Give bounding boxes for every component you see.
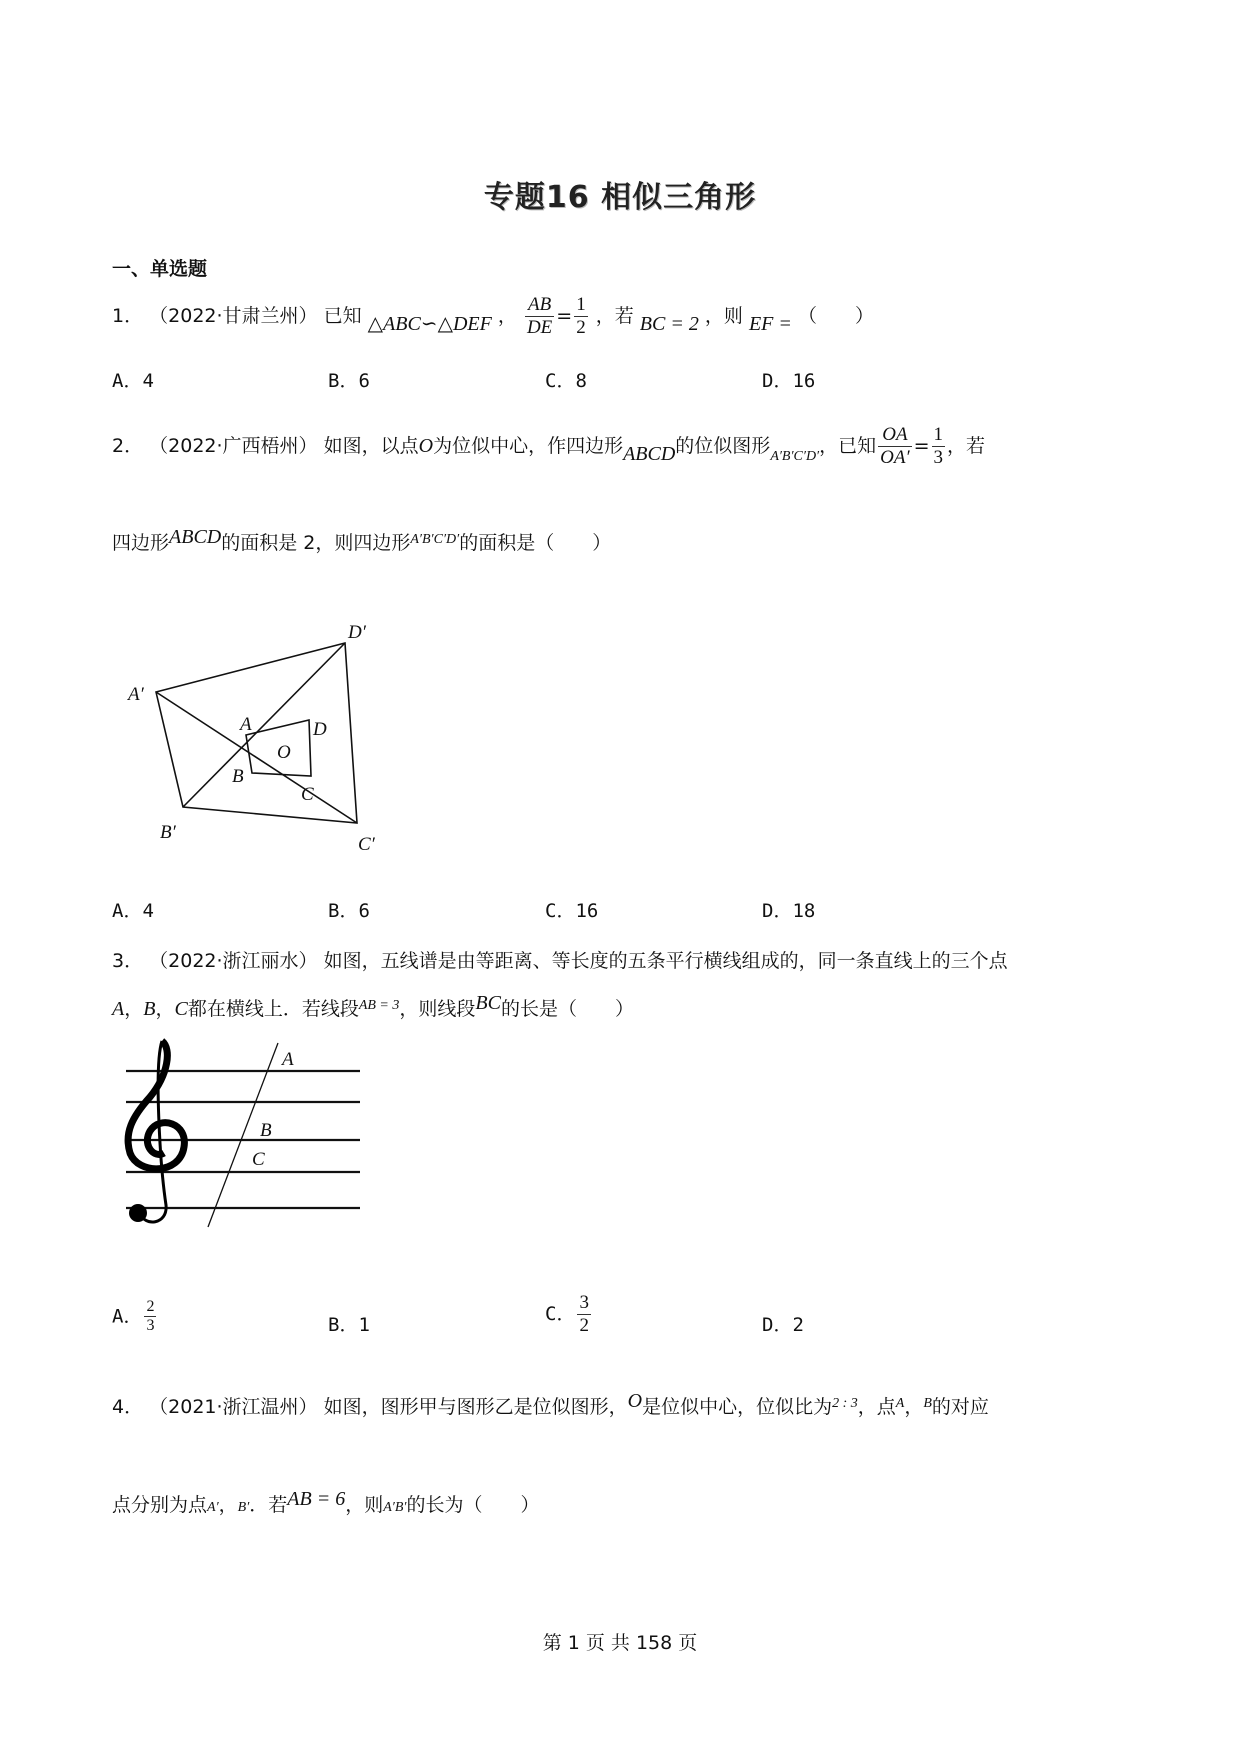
fraction <box>878 424 911 469</box>
label-c-prime: C′ <box>358 834 375 855</box>
question-text: ，则线段 <box>399 998 476 1020</box>
label-c: C <box>301 784 314 805</box>
option-c[interactable] <box>545 896 598 923</box>
numerator: 2 <box>144 1298 156 1317</box>
fraction <box>144 1298 156 1336</box>
fraction <box>574 294 588 339</box>
math-expression: BC <box>475 992 501 1014</box>
section-heading: 一、单选题 <box>112 258 208 280</box>
question-text: 为位似中心，作四边形 <box>433 434 624 457</box>
question-text: ，若 <box>595 304 634 327</box>
math-expression: ABCD <box>623 442 676 465</box>
math-expression: 2 : 3 <box>832 1396 858 1411</box>
math-expression: O <box>627 1390 643 1412</box>
question-text: 如图，五线谱是由等距离、等长度的五条平行横线组成的，同一条直线上的三个点 <box>323 950 1008 972</box>
question-text: ， <box>904 1396 924 1418</box>
page-footer: 第 1 页 共 158 页 <box>542 1632 698 1654</box>
equals-sign: = <box>913 434 930 457</box>
question-text: 的面积是（ ） <box>459 532 612 554</box>
figure-lines <box>156 643 357 823</box>
option-label: B． <box>328 1314 359 1336</box>
fraction <box>577 1292 591 1337</box>
question-source: （2021·浙江温州） <box>149 1396 318 1418</box>
label-b-prime: B′ <box>160 822 176 843</box>
math-expression: AB = 3 <box>358 998 400 1013</box>
option-d[interactable] <box>762 1310 804 1337</box>
numerator: OA <box>878 424 911 447</box>
numerator: 1 <box>576 294 586 315</box>
question-source: （2022·浙江丽水） <box>149 950 318 972</box>
question-text: ，点 <box>857 1396 896 1418</box>
label-d: D <box>313 719 327 740</box>
option-label: B． <box>328 900 359 922</box>
question-text: ，则 <box>704 304 743 327</box>
denominator: 3 <box>933 446 944 468</box>
question-text: 都在横线上．若线段 <box>187 998 359 1020</box>
fraction <box>525 294 554 339</box>
option-a[interactable] <box>112 366 154 393</box>
label-b: B <box>260 1120 272 1141</box>
denominator: 2 <box>579 1314 589 1336</box>
question-4 <box>112 1392 989 1419</box>
question-text: 已知 <box>323 304 362 327</box>
math-expression: A′ <box>207 1500 219 1515</box>
question-text: 的对应 <box>931 1396 989 1418</box>
question-text: 四边形 <box>112 532 170 554</box>
math-expression: B <box>923 1396 932 1411</box>
label-a-prime: A′ <box>128 684 144 705</box>
option-label: C． <box>545 900 576 922</box>
option-value: 16 <box>575 900 599 922</box>
option-c[interactable] <box>545 1292 593 1337</box>
label-a: A <box>282 1049 294 1070</box>
math-expression: A <box>112 998 125 1020</box>
option-value: 6 <box>358 370 370 392</box>
question-text: 的长是（ ） <box>500 998 634 1020</box>
denominator: 3 <box>146 1317 155 1335</box>
label-c: C <box>252 1149 265 1170</box>
option-label: D． <box>762 900 793 922</box>
denominator: 2 <box>576 316 586 338</box>
option-a[interactable] <box>112 1298 158 1336</box>
numerator: AB <box>525 294 554 317</box>
question-3 <box>112 946 1008 973</box>
question-text: ，则 <box>345 1494 384 1516</box>
question-text: 如图，以点 <box>323 434 419 457</box>
option-value: 4 <box>142 370 154 392</box>
option-value: 6 <box>358 900 370 922</box>
question-text: 的长为（ ） <box>406 1494 540 1516</box>
question-3-options <box>112 1292 1112 1348</box>
math-expression: A <box>895 1396 905 1411</box>
denominator: DE <box>526 316 553 338</box>
math-expression: B <box>143 998 156 1020</box>
option-a[interactable] <box>112 896 154 923</box>
numerator: 1 <box>933 424 944 445</box>
page-title: 专题16 相似三角形 <box>483 180 757 215</box>
label-d-prime: D′ <box>348 622 366 643</box>
option-value: 4 <box>142 900 154 922</box>
question-number: 2． <box>112 434 144 457</box>
numerator: 3 <box>579 1292 589 1313</box>
question-text: ．若 <box>249 1494 288 1516</box>
question-text: ， <box>218 1494 238 1516</box>
math-expression: A′B′C′D′ <box>410 532 460 547</box>
question-text: ，若 <box>947 434 986 457</box>
label-o: O <box>277 742 291 763</box>
option-label: A． <box>112 900 143 922</box>
equals-sign: = <box>556 304 573 327</box>
music-staff-figure <box>110 1035 370 1235</box>
question-1 <box>112 294 874 339</box>
question-source: （2022·甘肃兰州） <box>149 304 318 327</box>
math-expression: ABCD <box>169 526 222 548</box>
option-label: A． <box>112 1305 143 1328</box>
quadrilateral-homothety-figure <box>120 610 410 860</box>
option-label: D． <box>762 1314 793 1336</box>
fraction <box>932 424 946 469</box>
denominator: OA′ <box>880 446 910 468</box>
label-b: B <box>232 766 244 787</box>
option-label: D． <box>762 370 793 392</box>
math-expression: B′ <box>237 1500 250 1515</box>
question-4-line-2 <box>112 1490 540 1517</box>
math-expression: △ABC∽△DEF <box>367 312 492 335</box>
option-label: B． <box>328 370 359 392</box>
question-source: （2022·广西梧州） <box>149 434 318 457</box>
math-expression: O <box>418 434 434 457</box>
math-expression: A′B′C′D′ <box>770 448 820 464</box>
option-d[interactable] <box>762 896 815 923</box>
option-b[interactable] <box>328 366 370 393</box>
option-label: C． <box>545 370 576 392</box>
math-expression: AB = 6 <box>287 1488 346 1510</box>
question-text: ， <box>124 998 144 1020</box>
question-text: 如图，图形甲与图形乙是位似图形， <box>323 1396 628 1418</box>
question-number: 3． <box>112 950 144 972</box>
option-value: 16 <box>792 370 816 392</box>
question-3-line-2 <box>112 994 634 1021</box>
option-d[interactable] <box>762 366 815 393</box>
option-c[interactable] <box>545 366 587 393</box>
option-value: 18 <box>792 900 816 922</box>
question-text: ，已知 <box>819 434 877 457</box>
math-expression: A′B′ <box>383 1500 407 1515</box>
question-text: ， <box>155 998 175 1020</box>
option-value: 8 <box>575 370 587 392</box>
math-expression: BC = 2 <box>639 312 699 335</box>
option-value: 2 <box>792 1314 804 1336</box>
option-value: 1 <box>358 1314 370 1336</box>
treble-clef-icon <box>128 1041 184 1222</box>
label-a: A <box>240 714 252 735</box>
question-2 <box>112 424 985 469</box>
option-label: A． <box>112 370 143 392</box>
question-2-line-2 <box>112 528 611 555</box>
option-b[interactable] <box>328 896 370 923</box>
question-text: ， <box>497 304 517 327</box>
math-expression: C <box>174 998 188 1020</box>
question-text: 的位似图形 <box>675 434 771 457</box>
math-expression: EF = <box>748 312 792 335</box>
answer-blank: （ ） <box>797 304 874 327</box>
question-number: 4． <box>112 1396 144 1418</box>
option-b[interactable] <box>328 1310 370 1337</box>
question-text: 的面积是 2，则四边形 <box>221 532 411 554</box>
question-text: 是位似中心，位似比为 <box>642 1396 833 1418</box>
staff-labels <box>252 1049 294 1170</box>
question-text: 点分别为点 <box>112 1494 208 1516</box>
option-label: C． <box>545 1302 576 1325</box>
question-number: 1． <box>112 304 144 327</box>
